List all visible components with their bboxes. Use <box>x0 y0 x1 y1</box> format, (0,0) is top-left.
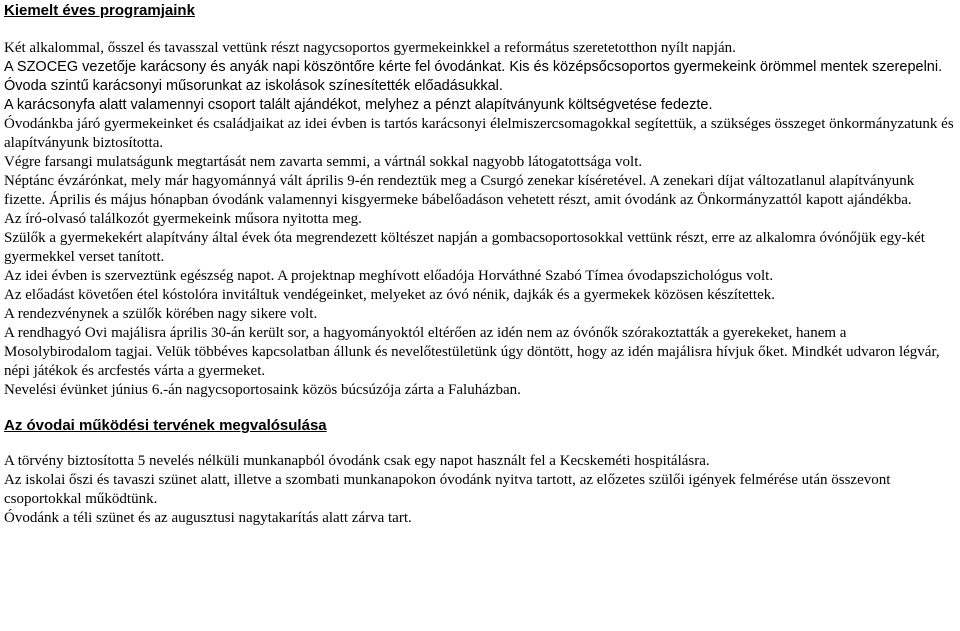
paragraph: Két alkalommal, ősszel és tavasszal vettünk részt nagycsoportos gyermekeinkkel a református szeretetotthon nyílt napján. <box>4 40 736 56</box>
paragraph: Óvodánk a téli szünet és az augusztusi nagytakarítás alatt zárva tart. <box>4 510 412 526</box>
paragraph: A karácsonyfa alatt valamennyi csoport talált ajándékot, melyhez a pénzt alapítványunk költségvetése fedezte. <box>4 97 713 113</box>
spacer <box>4 400 956 416</box>
section-heading-operations: Az óvodai működési tervének megvalósulása <box>4 417 327 434</box>
spacer <box>4 21 956 39</box>
paragraph: A rendezvénynek a szülők körében nagy sikere volt. <box>4 306 318 322</box>
paragraph: Nevelési évünket június 6.-án nagycsoportosaink közös búcsúzója zárta a Faluházban. <box>4 382 521 398</box>
paragraph: Óvoda szintű karácsonyi műsorunkat az iskolások színesítették előadásukkal. <box>4 78 503 94</box>
section-heading-programs: Kiemelt éves programjaink <box>4 2 195 19</box>
paragraph: Az idei évben is szerveztünk egészség napot. A projektnap meghívott előadója Horváthné Szabó Tímea óvodapszichológus volt. <box>4 268 774 284</box>
spacer <box>4 436 956 452</box>
paragraph: Az előadást követően étel kóstolóra invitáltuk vendégeinket, melyeket az óvó nénik, dajkák és a gyermekek közösen készítettek. <box>4 287 775 303</box>
paragraph: A rendhagyó Ovi majálisra április 30-án került sor, a hagyományoktól eltérően az idén nem az óvónők szórakoztatták a gyerekeket, hanem a Mosolybirodalom tagjai. Velük többéves kapcsolatban állunk és nevelőtestületünk úgy döntött, hogy az idén majálisra hívjuk őket. Mindkét udvaron légvár, népi játékok és arcfestés várta a gyermeket. <box>4 325 940 379</box>
paragraph: Az író-olvasó találkozót gyermekeink műsora nyitotta meg. <box>4 211 362 227</box>
paragraph: Szülők a gyermekekért alapítvány által évek óta megrendezett költészet napján a gombacsoportosokkal vettünk részt, erre az alkalomra óvónőjük egy-két gyermekkel verset tanított. <box>4 230 925 265</box>
paragraph: Végre farsangi mulatságunk megtartását nem zavarta semmi, a vártnál sokkal nagyobb látogatottsága volt. <box>4 154 643 170</box>
paragraph: Az iskolai őszi és tavaszi szünet alatt, illetve a szombati munkanapokon óvodánk nyitva tartott, az előzetes szülői igények felmérése után összevont csoportokkal működtünk. <box>4 472 891 507</box>
paragraph: A SZOCEG vezetője karácsony és anyák napi köszöntőre kérte fel óvodánkat. Kis és középsőcsoportos gyermekeink örömmel mentek szerepelni. <box>4 59 943 75</box>
document-page <box>4 0 956 528</box>
paragraph: Néptánc évzárónkat, mely már hagyománnyá vált április 9-én rendeztük meg a Csurgó zenekar kíséretével. A zenekari díjat változatlanul alapítványunk fizette. Április és május hónapban óvodánk valamennyi kisgyermeke bábelőadáson vehetett részt, amit óvodánk az Önkormányzattól kapott ajándékba. <box>4 173 915 208</box>
paragraph: A törvény biztosította 5 nevelés nélküli munkanapból óvodánk csak egy napot használt fel a Kecskeméti hospitálásra. <box>4 453 710 469</box>
paragraph: Óvodánkba járó gyermekeinket és családjaikat az idei évben is tartós karácsonyi élelmiszercsomagokkal segítettük, a szükséges összeget önkormányzatunk és alapítványunk biztosította. <box>4 116 954 151</box>
